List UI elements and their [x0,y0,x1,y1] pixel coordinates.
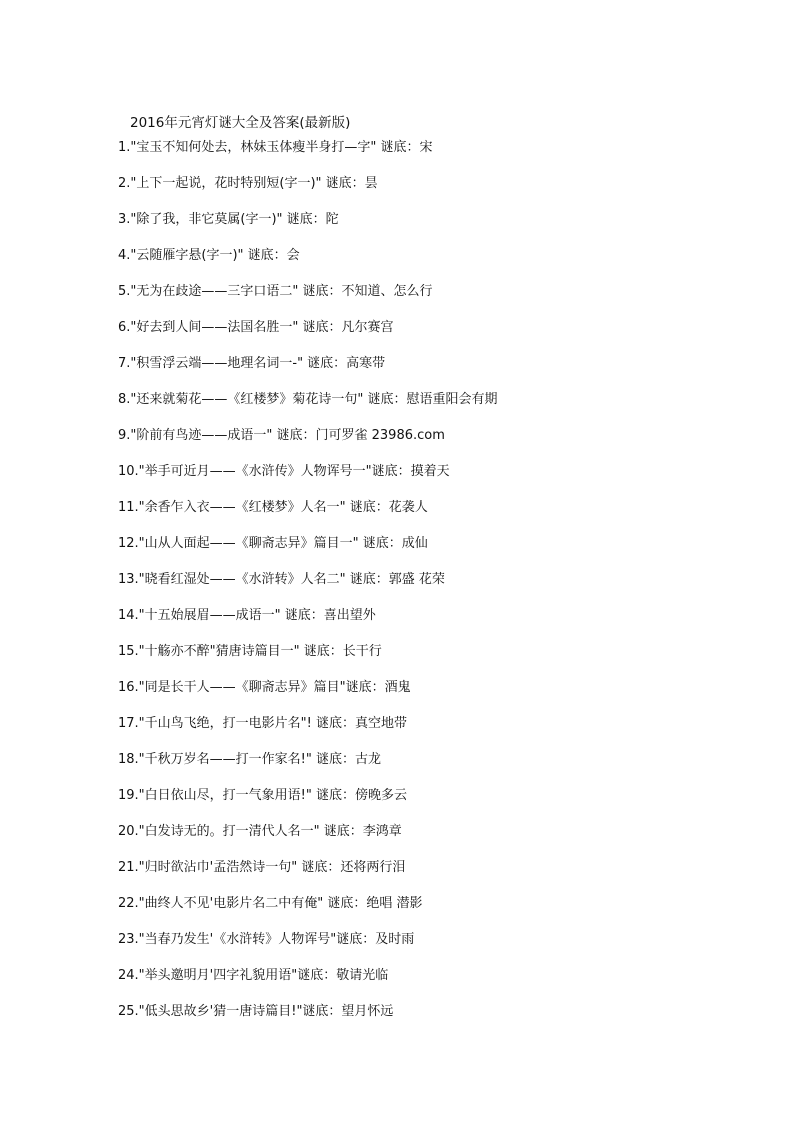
riddle-item: 7."积雪浮云端——地理名词一-" 谜底：高寒带 [118,356,386,371]
riddle-item: 15."十觞亦不醉"猜唐诗篇目一" 谜底：长干行 [118,644,382,659]
riddle-item: 9."阶前有鸟迹——成语一" 谜底：门可罗雀 23986.com [118,428,445,443]
riddle-item: 14."十五始展眉——成语一" 谜底：喜出望外 [118,608,376,623]
riddle-item: 21."归时欲沾巾'孟浩然诗一句" 谜底：还将两行泪 [118,860,406,875]
riddle-item: 1."宝玉不知何处去，林妹玉体瘦半身打—字" 谜底：宋 [118,140,433,155]
riddle-item: 19."白日依山尽，打一气象用语!" 谜底：傍晚多云 [118,788,407,803]
riddle-item: 4."云随雁字悬(字一)" 谜底：会 [118,248,300,263]
riddle-item: 16."同是长干人——《聊斋志异》篇目"谜底：酒鬼 [118,680,411,695]
riddle-item: 22."曲终人不见'电影片名二中有俺" 谜底：绝唱 潜影 [118,896,423,911]
riddle-item: 24."举头邀明月'四字礼貌用语"谜底：敬请光临 [118,968,389,983]
riddle-item: 12."山从人面起——《聊斋志异》篇目一" 谜底：成仙 [118,536,428,551]
riddle-item: 23."当春乃发生'《水浒转》人物诨号"谜底：及时雨 [118,932,415,947]
riddle-item: 2."上下一起说，花时特别短(字一)" 谜底：昙 [118,176,378,191]
riddle-list [118,139,498,1039]
riddle-item: 6."好去到人间——法国名胜一" 谜底：凡尔赛宫 [118,320,394,335]
riddle-item: 3."除了我，非它莫属(字一)" 谜底：陀 [118,212,339,227]
riddle-item: 18."千秋万岁名——打一作家名!" 谜底：古龙 [118,752,381,767]
document-title: 2016年元宵灯谜大全及答案(最新版) [130,115,351,131]
riddle-item: 8."还来就菊花——《红楼梦》菊花诗一句" 谜底：慰语重阳会有期 [118,392,498,407]
riddle-item: 5."无为在歧途——三字口语二" 谜底：不知道、怎么行 [118,284,433,299]
riddle-item: 20."白发诗无的。打一清代人名一" 谜底：李鸿章 [118,824,402,839]
riddle-item: 13."晓看红湿处——《水浒转》人名二" 谜底：郭盛 花荣 [118,572,445,587]
riddle-item: 17."千山鸟飞绝，打一电影片名"! 谜底：真空地带 [118,716,407,731]
riddle-item: 10."举手可近月——《水浒传》人物诨号一"谜底：摸着天 [118,464,450,479]
riddle-item: 25."低头思故乡'猜一唐诗篇目!"谜底：望月怀远 [118,1004,394,1019]
riddle-item: 11."余香乍入衣——《红楼梦》人名一" 谜底：花袭人 [118,500,428,515]
